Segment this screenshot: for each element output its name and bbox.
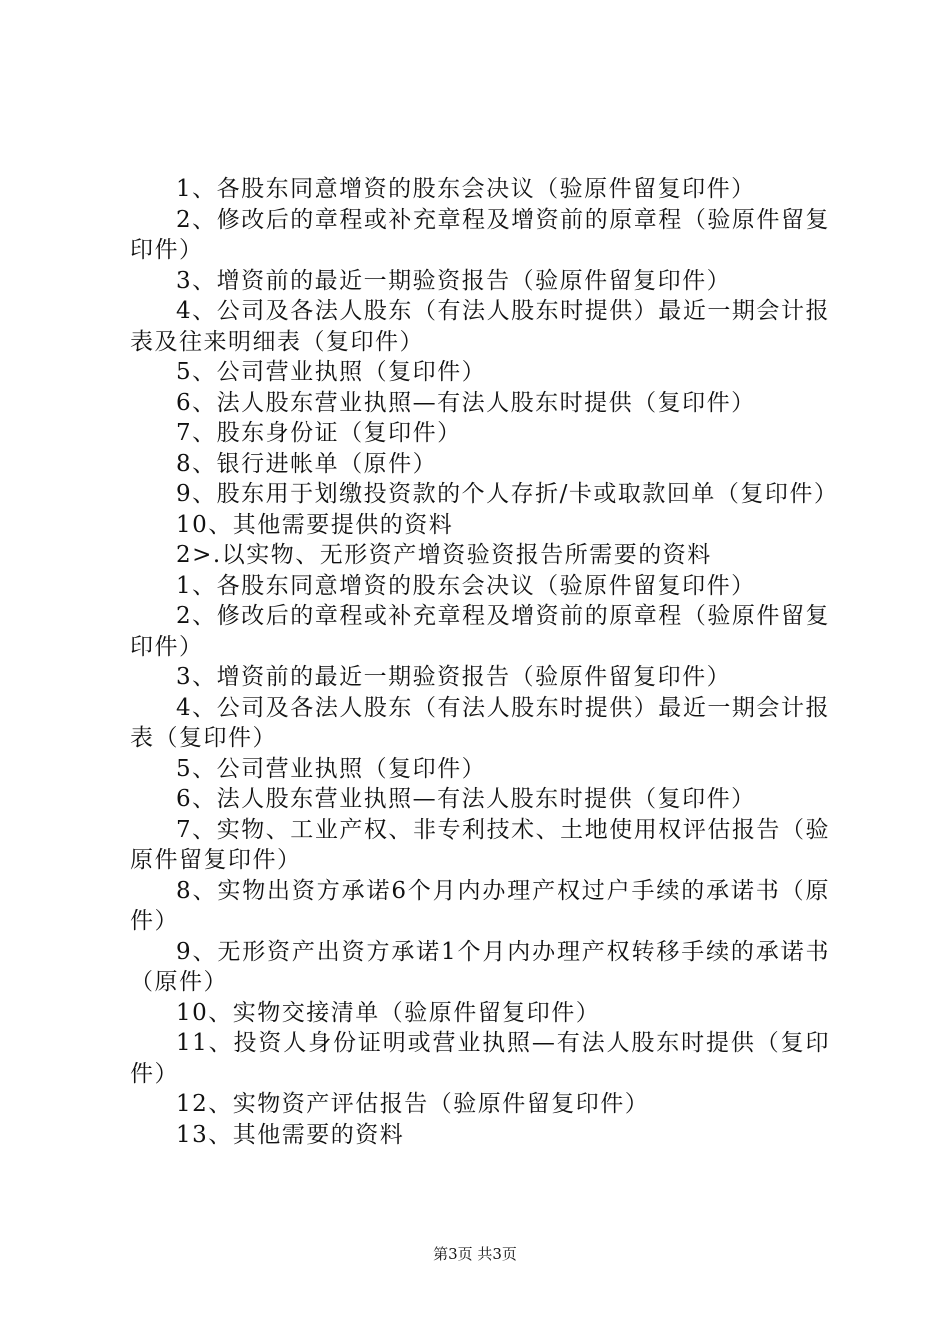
paragraph-4: 4、公司及各法人股东（有法人股东时提供）最近一期会计报表及往来明细表（复印件） [130, 298, 830, 355]
paragraph-15: 4、公司及各法人股东（有法人股东时提供）最近一期会计报表（复印件） [130, 694, 830, 751]
paragraph-13: 2、修改后的章程或补充章程及增资前的原章程（验原件留复印件） [130, 603, 830, 660]
paragraph-21: 10、实物交接清单（验原件留复印件） [176, 999, 601, 1026]
paragraph-18: 7、实物、工业产权、非专利技术、土地使用权评估报告（验原件留复印件） [130, 816, 830, 873]
document-body [130, 174, 839, 1150]
section-heading: 2>.以实物、无形资产增资验资报告所需要的资料 [176, 542, 712, 568]
page-footer: 第3页 共3页 [433, 1245, 517, 1263]
paragraph-17: 6、法人股东营业执照—有法人股东时提供（复印件） [176, 786, 756, 812]
paragraph-6: 6、法人股东营业执照—有法人股东时提供（复印件） [176, 389, 756, 416]
paragraph-10: 10、其他需要提供的资料 [176, 511, 454, 538]
paragraph-8: 8、银行进帐单（原件） [176, 450, 438, 477]
paragraph-16: 5、公司营业执照（复印件） [176, 755, 487, 782]
paragraph-14: 3、增资前的最近一期验资报告（验原件留复印件） [176, 664, 732, 690]
paragraph-2: 2、修改后的章程或补充章程及增资前的原章程（验原件留复印件） [130, 206, 830, 263]
paragraph-5: 5、公司营业执照（复印件） [176, 359, 487, 385]
paragraph-3: 3、增资前的最近一期验资报告（验原件留复印件） [176, 267, 732, 294]
paragraph-7: 7、股东身份证（复印件） [176, 420, 462, 446]
paragraph-22: 11、投资人身份证明或营业执照—有法人股东时提供（复印件） [130, 1030, 830, 1087]
paragraph-19: 8、实物出资方承诺6个月内办理产权过户手续的承诺书（原件） [130, 877, 830, 934]
paragraph-23: 12、实物资产评估报告（验原件留复印件） [176, 1091, 650, 1117]
paragraph-1: 1、各股东同意增资的股东会决议（验原件留复印件） [176, 176, 756, 202]
paragraph-24: 13、其他需要的资料 [176, 1121, 405, 1148]
paragraph-12: 1、各股东同意增资的股东会决议（验原件留复印件） [176, 572, 756, 599]
paragraph-20: 9、无形资产出资方承诺1个月内办理产权转移手续的承诺书（原件） [130, 938, 830, 995]
paragraph-9: 9、股东用于划缴投资款的个人存折/卡或取款回单（复印件） [176, 481, 839, 507]
